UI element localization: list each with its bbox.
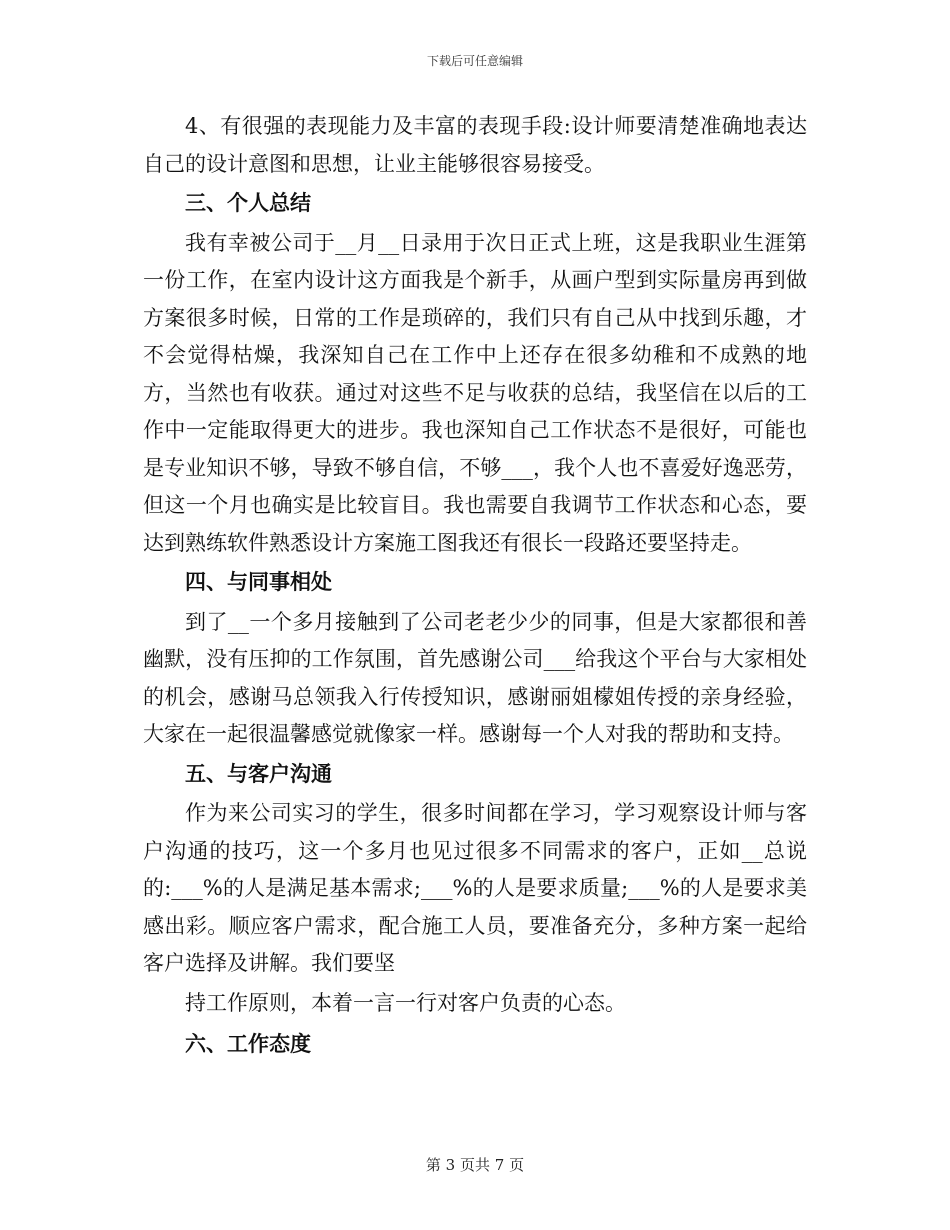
paragraph-client-communication: 作为来公司实习的学生，很多时间都在学习，学习观察设计师与客户沟通的技巧，这一个多月也见过很多不同需求的客户，正如__总说的:___%的人是满足基本需求;___%的人是要求质量;___%的人是要求美感出彩。顺应客户需求，配合施工人员，要准备充分，多种方案一起给客户选择及讲解。我们要坚 (143, 801, 807, 975)
heading-work-attitude: 六、工作态度 (185, 1032, 311, 1056)
paragraph-work-principle: 持工作原则，本着一言一行对客户负责的心态。 (185, 990, 626, 1015)
page-header: 下载后可任意编辑 (426, 54, 523, 68)
heading-personal-summary: 三、个人总结 (185, 191, 311, 215)
paragraph-colleagues: 到了__一个多月接触到了公司老老少少的同事，但是大家都很和善幽默，没有压抑的工作氛围，首先感谢公司___给我这个平台与大家相处的机会，感谢马总领我入行传授知识，感谢丽姐檬姐传授的亲身经验，大家在一起很温馨感觉就像家一样。感谢每一个人对我的帮助和支持。 (143, 609, 807, 746)
paragraph-expression-ability: 4、有很强的表现能力及丰富的表现手段:设计师要清楚准确地表达自己的设计意图和思想，让业主能够很容易接受。 (143, 114, 807, 176)
heading-client-communication: 五、与客户沟通 (185, 761, 332, 786)
heading-colleagues: 四、与同事相处 (185, 570, 332, 594)
page-number: 第 3 页共 7 页 (425, 1156, 525, 1174)
document-body (143, 108, 807, 1064)
paragraph-personal-summary: 我有幸被公司于__月__日录用于次日正式上班，这是我职业生涯第一份工作，在室内设计这方面我是个新手，从画户型到实际量房再到做方案很多时候，日常的工作是琐碎的，我们只有自己从中找到乐趣，才不会觉得枯燥，我深知自己在工作中上还存在很多幼稚和不成熟的地方，当然也有收获。通过对这些不足与收获的总结，我坚信在以后的工作中一定能取得更大的进步。我也深知自己工作状态不是很好，可能也是专业知识不够，导致不够自信，不够___，我个人也不喜爱好逸恶劳，但这一个月也确实是比较盲目。我也需要自我调节工作状态和心态，要达到熟练软件熟悉设计方案施工图我还有很长一段路还要坚持走。 (143, 230, 807, 555)
